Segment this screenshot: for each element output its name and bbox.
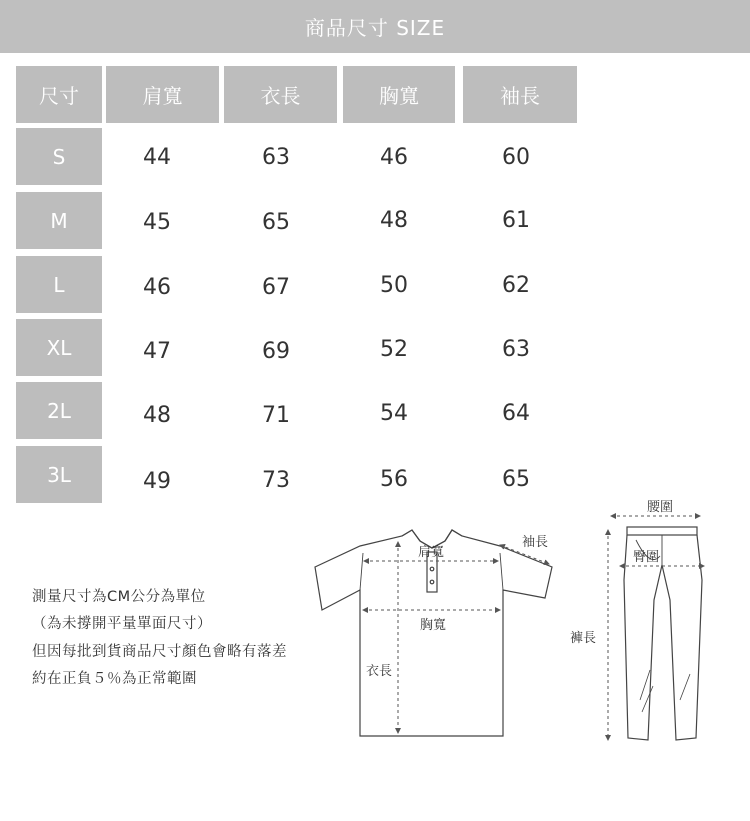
- cell-sleeve: 65: [502, 467, 530, 492]
- cell-length: 63: [262, 145, 290, 170]
- cell-sleeve: 63: [502, 337, 530, 362]
- cell-chest: 50: [380, 273, 408, 298]
- header-length: 衣長: [224, 66, 337, 123]
- header-chest: 胸寬: [343, 66, 455, 123]
- note-tolerance: 約在正負５％為正常範圍: [32, 671, 197, 687]
- header-shoulder: 肩寬: [106, 66, 219, 123]
- cell-length: 73: [262, 468, 290, 493]
- size-cell-3l: 3L: [16, 446, 102, 503]
- pants-label-waist: 腰圍: [647, 500, 674, 515]
- size-cell-s: S: [16, 128, 102, 185]
- header-sleeve: 袖長: [463, 66, 577, 123]
- size-cell-l: L: [16, 256, 102, 313]
- cell-length: 69: [262, 339, 290, 364]
- cell-sleeve: 61: [502, 208, 530, 233]
- cell-chest: 52: [380, 337, 408, 362]
- cell-sleeve: 62: [502, 273, 530, 298]
- size-cell-m: M: [16, 192, 102, 249]
- page-title: 商品尺寸 SIZE: [304, 16, 446, 40]
- cell-sleeve: 64: [502, 401, 530, 426]
- cell-length: 71: [262, 403, 290, 428]
- shirt-label-chest: 胸寬: [420, 618, 447, 633]
- cell-sleeve: 60: [502, 145, 530, 170]
- size-cell-xl: XL: [16, 319, 102, 376]
- cell-shoulder: 45: [143, 210, 171, 235]
- cell-shoulder: 44: [143, 145, 171, 170]
- note-batch-variance: 但因每批到貨商品尺寸顏色會略有落差: [32, 644, 287, 660]
- cell-chest: 56: [380, 467, 408, 492]
- cell-shoulder: 47: [143, 339, 171, 364]
- pants-label-hip: 臀圍: [633, 550, 660, 565]
- shirt-label-sleeve: 袖長: [522, 535, 549, 550]
- shirt-icon: [315, 530, 552, 736]
- cell-length: 65: [262, 210, 290, 235]
- size-cell-2l: 2L: [16, 382, 102, 439]
- cell-shoulder: 46: [143, 275, 171, 300]
- cell-chest: 54: [380, 401, 408, 426]
- cell-chest: 48: [380, 208, 408, 233]
- cell-shoulder: 48: [143, 403, 171, 428]
- shirt-label-length: 衣長: [366, 664, 393, 679]
- shirt-label-shoulder: 肩寬: [418, 545, 445, 560]
- header-size: 尺寸: [16, 66, 102, 123]
- pants-label-length: 褲長: [570, 631, 597, 646]
- cell-shoulder: 49: [143, 469, 171, 494]
- cell-chest: 46: [380, 145, 408, 170]
- note-flat-measure: （為未撐開平量單面尺寸）: [32, 616, 212, 632]
- cell-length: 67: [262, 275, 290, 300]
- note-unit: 測量尺寸為CM公分為單位: [32, 589, 206, 605]
